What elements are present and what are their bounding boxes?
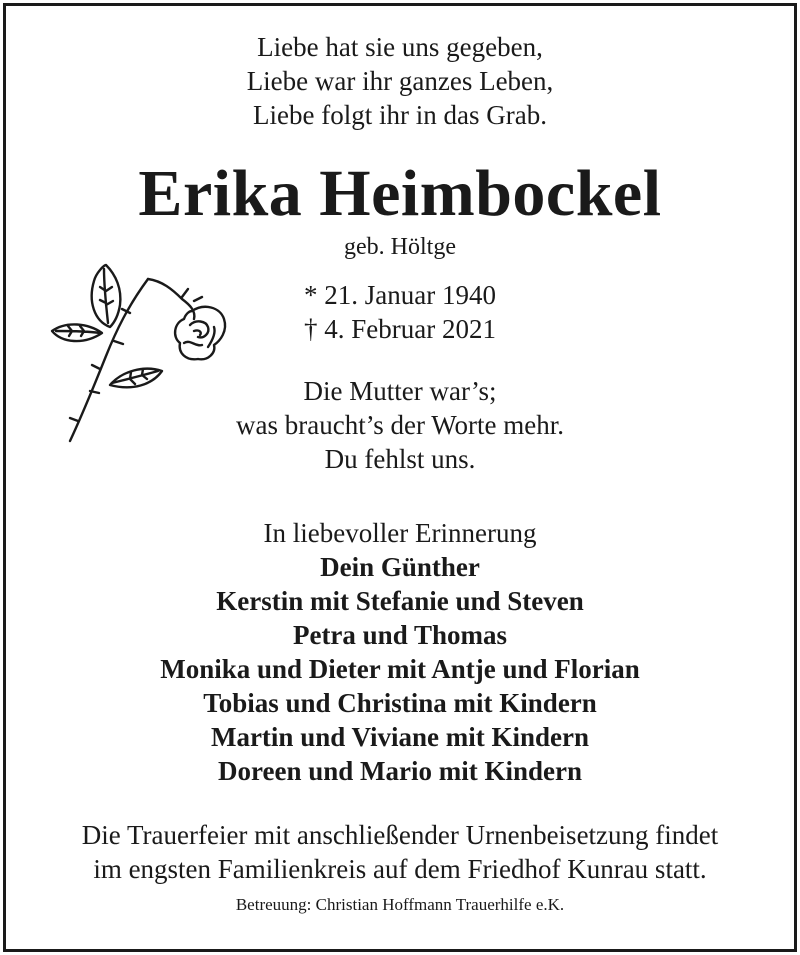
mourners-list <box>6 550 794 788</box>
mourner: Petra und Thomas <box>292 620 508 650</box>
birth-date: * 21. Januar 1940 <box>304 280 496 310</box>
opening-verse <box>6 30 794 132</box>
mourner: Monika und Dieter mit Antje und Florian <box>160 654 640 684</box>
verse-line: Liebe war ihr ganzes Leben, <box>246 66 554 96</box>
funeral-line: im engsten Familienkreis auf dem Friedhof Kunrau statt. <box>93 854 707 884</box>
verse-line: Liebe hat sie uns gegeben, <box>257 32 543 62</box>
quote-line: was braucht’s der Worte mehr. <box>236 410 564 440</box>
maiden-name: geb. Höltge <box>344 234 456 260</box>
funeral-line: Die Trauerfeier mit anschließender Urnenbeisetzung findet <box>81 820 719 850</box>
mourner: Martin und Viviane mit Kindern <box>210 722 590 752</box>
memorial-quote <box>6 374 794 476</box>
mourner: Doreen und Mario mit Kindern <box>218 756 582 786</box>
mourner: Dein Günther <box>320 552 480 582</box>
verse-line: Liebe folgt ihr in das Grab. <box>253 100 547 130</box>
obituary-notice <box>3 3 797 952</box>
quote-line: Die Mutter war’s; <box>303 376 497 406</box>
undertaker-credit: Betreuung: Christian Hoffmann Trauerhilfe e.K. <box>235 895 565 914</box>
deceased-name: Erika Heimbockel <box>138 157 662 230</box>
death-date: † 4. Februar 2021 <box>304 314 496 344</box>
mourner: Kerstin mit Stefanie und Steven <box>216 586 584 616</box>
funeral-notice <box>6 818 794 886</box>
memory-intro: In liebevoller Erinnerung <box>263 518 537 548</box>
mourner: Tobias und Christina mit Kindern <box>203 688 597 718</box>
quote-line: Du fehlst uns. <box>324 444 476 474</box>
